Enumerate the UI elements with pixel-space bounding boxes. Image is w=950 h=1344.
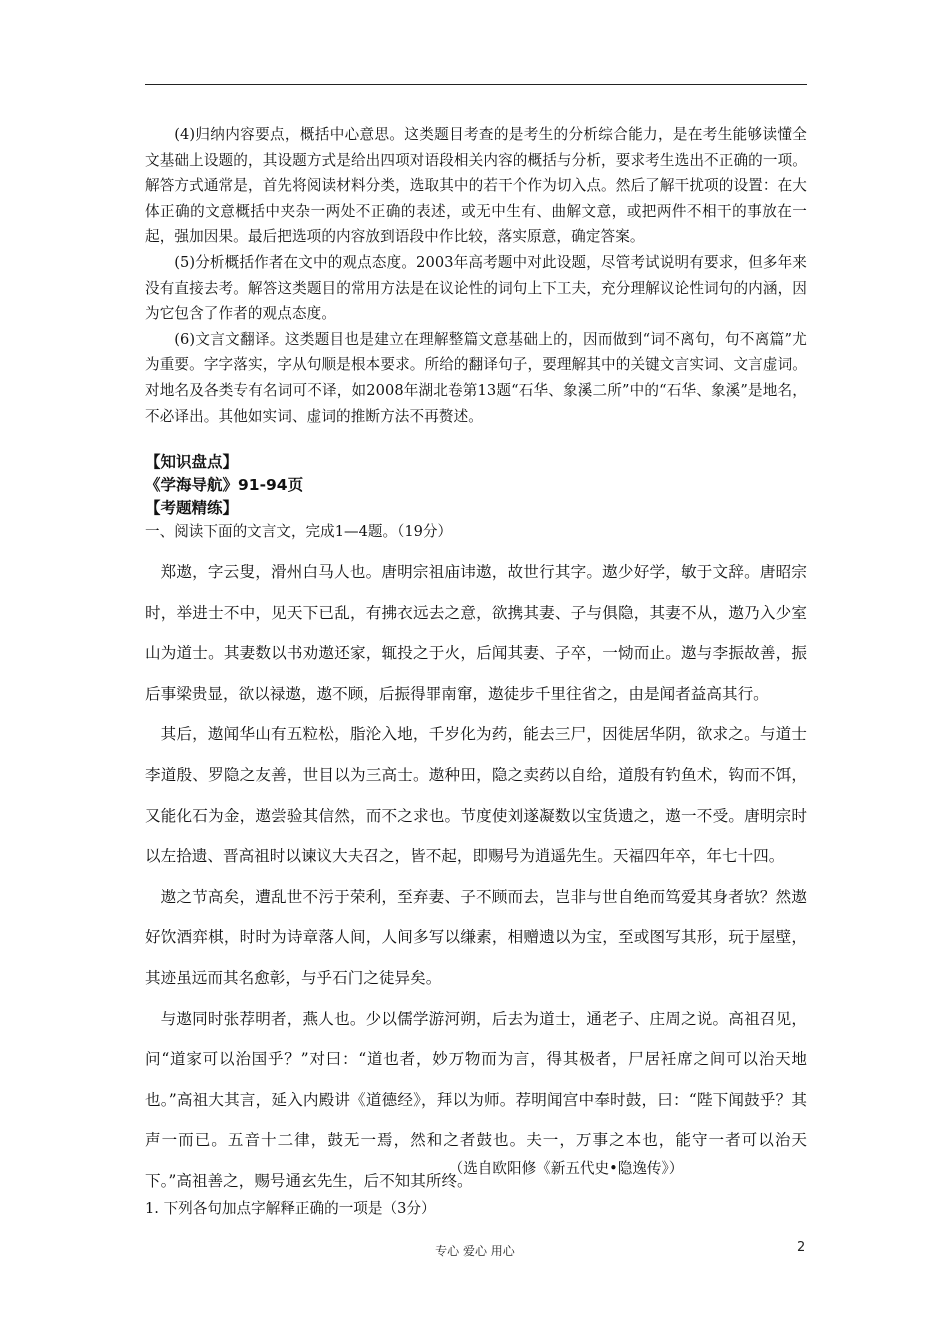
note-paragraph-5: (5)分析概括作者在文中的观点态度。2003年高考题中对此设题，尽管考试说明有要求，但多年来没有直接去考。解答这类题目的常用方法是在议论性的词句上下工夫，充分理解议论性词句的内涵，因为它包含了作者的观点态度。: [145, 253, 807, 323]
question-intro: 一、阅读下面的文言文，完成1—4题。（19分）: [145, 523, 453, 540]
passage-paragraph: 郑遨，字云叟，滑州白马人也。唐明宗祖庙讳遨，故世行其字。遨少好学，敏于文辞。唐昭宗时，举进士不中，见天下已乱，有拂衣远去之意，欲携其妻、子与俱隐，其妻不从，遨乃入少室山为道士。其妻数以书劝遨还家，辄投之于火，后闻其妻、子卒，一恸而止。遨与李振故善，振后事梁贵显，欲以禄遨，遨不顾，后振得罪南窜，遨徒步千里往省之，由是闻者益高其行。: [145, 563, 807, 703]
heading-book-reference: 《学海导航》91-94页: [145, 476, 304, 494]
page-footer: 专心 爱心 用心: [435, 1244, 515, 1258]
heading-knowledge: 【知识盘点】: [145, 453, 239, 471]
header-rule: [145, 84, 807, 85]
passage-source: （选自欧阳修《新五代史•隐逸传》）: [448, 1160, 684, 1177]
question-1: 1. 下列各句加点字解释正确的一项是（3分）: [145, 1200, 436, 1217]
question-block: [145, 1197, 807, 1220]
section-headings: [145, 451, 807, 543]
page-number: 2: [797, 1240, 806, 1255]
note-paragraph-6: (6)文言文翻译。这类题目也是建立在理解整篇文意基础上的，因而做到“词不离句，句不离篇”尤为重要。字字落实，字从句顺是根本要求。所给的翻译句子，要理解其中的关键文言实词、文言虚词。对地名及各类专有名词可不译，如2008年湖北卷第13题“石华、象溪二所”中的“石华、象溪”是地名，不必译出。其他如实词、虚词的推断方法不再赘述。: [145, 330, 807, 425]
passage-source-block: [145, 1157, 807, 1180]
passage-paragraph: 与遨同时张荐明者，燕人也。少以儒学游河朔，后去为道士，通老子、庄周之说。高祖召见，问“道家可以治国乎？”对曰：“道也者，妙万物而为言，得其极者，尸居衽席之间可以治天地也。”高祖大其言，延入内殿讲《道德经》，拜以为师。荐明闻宫中奉时鼓，曰：“陛下闻鼓乎？其声一而已。五音十二律，鼓无一焉，然和之者鼓也。夫一，万事之本也，能守一者可以治天下。”高祖善之，赐号通玄先生，后不知其所终。: [145, 1009, 807, 1190]
classical-passage: [145, 552, 807, 1202]
passage-paragraph: 其后，遨闻华山有五粒松，脂沦入地，千岁化为药，能去三尸，因徙居华阴，欲求之。与道士李道殷、罗隐之友善，世目以为三高士。遨种田，隐之卖药以自给，道殷有钓鱼术，钩而不饵，又能化石为金，遨尝验其信然，而不之求也。节度使刘遂凝数以宝货遗之，遨一不受。唐明宗时以左拾遗、晋高祖时以谏议大夫召之，皆不起，即赐号为逍遥先生。天福四年卒，年七十四。: [145, 725, 807, 866]
heading-exercise: 【考题精练】: [145, 499, 239, 517]
passage-paragraph: 遨之节高矣，遭乱世不污于荣利，至弃妻、子不顾而去，岂非与世自绝而笃爱其身者欤？然遨好饮酒弈棋，时时为诗章落人间，人间多写以缣素，相赠遗以为宝，至或图写其形，玩于屋壁，其迹虽远而其名愈彰，与乎石门之徒异矣。: [145, 887, 807, 987]
note-paragraph-4: (4)归纳内容要点，概括中心意思。这类题目考查的是考生的分析综合能力，是在考生能够读懂全文基础上设题的，其设题方式是给出四项对语段相关内容的概括与分析，要求考生选出不正确的一项。解答方式通常是，首先将阅读材料分类，选取其中的若干个作为切入点。然后了解干扰项的设置：在大体正确的文意概括中夹杂一两处不正确的表述，或无中生有、曲解文意，或把两件不相干的事放在一起，强加因果。最后把选项的内容放到语段中作比较，落实原意，确定答案。: [145, 126, 807, 246]
method-notes: [145, 122, 807, 429]
